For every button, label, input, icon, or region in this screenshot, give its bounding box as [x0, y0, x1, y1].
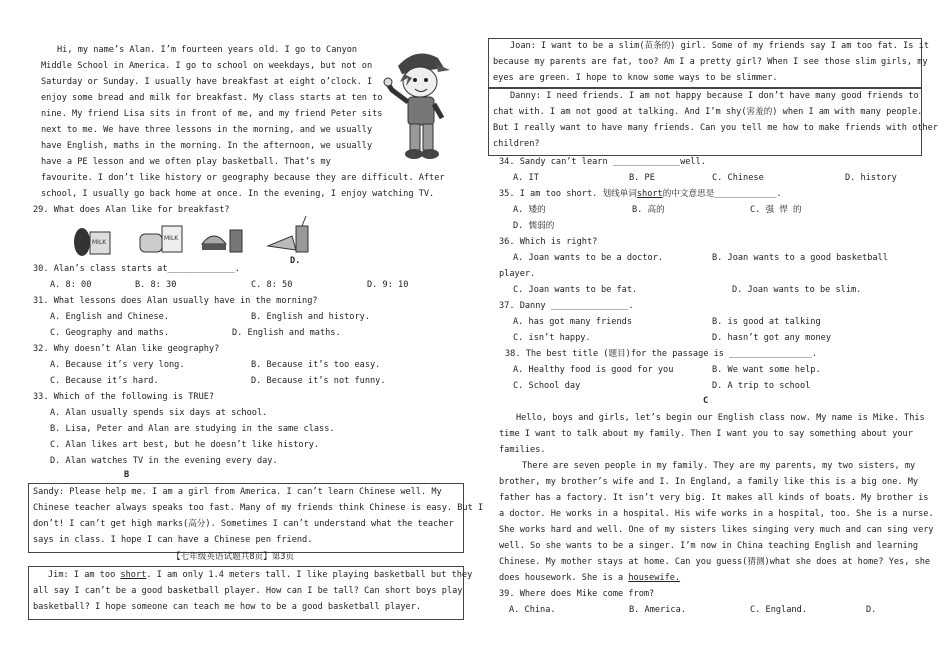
passage-c-line: well. So she wants to be a singer. I’m now in China teaching English and learning [499, 541, 919, 551]
q34-option-c: C. Chinese [712, 173, 764, 183]
q36-option-d: D. Joan wants to be slim. [732, 285, 862, 295]
q30-option-a: A. 8: 00 [50, 280, 92, 290]
passage-c-line: There are seven people in my family. They are my parents, my two sisters, my [522, 461, 916, 471]
option-c-picture [202, 230, 242, 252]
question-36: 36. Which is right? [499, 237, 598, 247]
passage-c-line: Chinese. My mother stays at home. Can you guess(猜测)what she does at home? Yes, she [499, 557, 931, 567]
q38-option-b: B. We want some help. [712, 365, 821, 375]
question-38: 38. The best title (题目)for the passage is ________________. [505, 349, 818, 359]
q36-option-a: A. Joan wants to be a doctor. [513, 253, 664, 263]
q35-option-b: B. 高的 [632, 205, 665, 215]
q33-option-d: D. Alan watches TV in the evening every day. [50, 456, 278, 466]
q34-option-a: A. IT [513, 173, 539, 183]
passage-a-line: nine. My friend Lisa sits in front of me, and my friend Peter sits [41, 109, 383, 119]
passage-a-line: Middle School in America. I go to school on weekdays, but not on [41, 61, 373, 71]
passage-c-line: She works hard and well. One of my sisters likes singing very much and can sing very [499, 525, 934, 535]
q33-option-a: A. Alan usually spends six days at school. [50, 408, 268, 418]
q36-option-b-cont: player. [499, 269, 536, 279]
section-b-heading: B [124, 470, 130, 480]
question-34: 34. Sandy can’t learn _____________well. [499, 157, 706, 167]
q36-option-c: C. Joan wants to be fat. [513, 285, 638, 295]
passage-a-line: Saturday or Sunday. I usually have breakfast at eight o’clock. I [41, 77, 373, 87]
passage-a-line: favourite. I don’t like history or geography because they are difficult. After [41, 173, 445, 183]
jim-line: basketball? I hope someone can teach me how to be a good basketball player. [33, 602, 422, 612]
option-b-picture [140, 226, 182, 252]
jim-line: all say I can’t be a good basketball player. How can I be tall? Can short boys play [33, 586, 463, 596]
option-a-picture [74, 228, 110, 256]
question-33: 33. Which of the following is TRUE? [33, 392, 215, 402]
cartoon-boy-illustration [378, 44, 454, 162]
q31-option-d: D. English and maths. [232, 328, 341, 338]
q37-option-a: A. has got many friends [513, 317, 632, 327]
q37-option-d: D. hasn’t got any money [712, 333, 831, 343]
q39-option-c: C. England. [750, 605, 807, 615]
sandy-line: says in class. I hope I can have a Chinese pen friend. [33, 535, 313, 545]
option-d-label: D. [290, 256, 301, 266]
question-29: 29. What does Alan like for breakfast? [33, 205, 230, 215]
danny-line: Danny: I need friends. I am not happy because I don’t have many good friends to [510, 91, 919, 101]
jim-line: Jim: I am too short. I am only 1.4 meters tall. I like playing basketball but they [48, 570, 473, 580]
q30-option-c: C. 8: 50 [251, 280, 293, 290]
joan-line: eyes are green. I hope to know some ways to be slimmer. [493, 73, 778, 83]
q31-option-a: A. English and Chinese. [50, 312, 169, 322]
svg-text:MILK: MILK [164, 235, 179, 242]
q35-option-d: D. 懦弱的 [513, 221, 555, 231]
q37-option-b: B. is good at talking [712, 317, 821, 327]
passage-a-line: enjoy some bread and milk for breakfast. My class starts at ten to [41, 93, 383, 103]
q31-option-b: B. English and history. [251, 312, 370, 322]
q34-option-d: D. history [845, 173, 897, 183]
q34-option-b: B. PE [629, 173, 655, 183]
sandy-line: don’t! I can’t get high marks(高分). Sometimes I can’t understand what the teacher [33, 519, 454, 529]
section-c-heading: C [703, 396, 709, 406]
q35-option-c: C. 强 悍 的 [750, 205, 802, 215]
q38-option-a: A. Healthy food is good for you [513, 365, 674, 375]
q30-option-b: B. 8: 30 [135, 280, 177, 290]
q39-option-d: D. [866, 605, 877, 615]
danny-line: children? [493, 139, 540, 149]
q38-option-d: D. A trip to school [712, 381, 811, 391]
q33-option-c: C. Alan likes art best, but he doesn’t like history. [50, 440, 320, 450]
q32-option-c: C. Because it’s hard. [50, 376, 159, 386]
question-32: 32. Why doesn’t Alan like geography? [33, 344, 220, 354]
question-31: 31. What lessons does Alan usually have in the morning? [33, 296, 318, 306]
joan-line: because my parents are fat, too? Am I a pretty girl? When I see those slim girls, my [493, 57, 928, 67]
sandy-line: Chinese teacher always speaks too fast. Many of my friends think Chinese is easy. But I [33, 503, 484, 513]
option-d-picture [268, 216, 308, 252]
q39-option-b: B. America. [629, 605, 686, 615]
joan-line: Joan: I want to be a slim(苗条的) girl. Some of my friends say I am too fat. Is it [510, 41, 929, 51]
q32-option-a: A. Because it’s very long. [50, 360, 185, 370]
passage-a-line: have a PE lesson and we often play basketball. That’s my [41, 157, 331, 167]
passage-a-line: school, I usually go back home at once. In the evening, I enjoy watching TV. [41, 189, 435, 199]
q36-option-b: B. Joan wants to a good basketball [712, 253, 888, 263]
q38-option-c: C. School day [513, 381, 581, 391]
q30-option-d: D. 9: 10 [367, 280, 409, 290]
passage-c-line: time I want to talk about my family. Then I want you to say something about your [499, 429, 913, 439]
breakfast-pictures [70, 212, 330, 260]
sandy-line: Sandy: Please help me. I am a girl from America. I can’t learn Chinese well. My [33, 487, 442, 497]
page-footer: 【七年级英语试题共8页】第3页 [172, 552, 295, 562]
q33-option-b: B. Lisa, Peter and Alan are studying in the same class. [50, 424, 335, 434]
danny-line: But I really want to have many friends. Can you tell me how to make friends with other [493, 123, 938, 133]
passage-c-line: a doctor. He works in a hospital. His wife works in a hospital, too. She is a nurse. [499, 509, 934, 519]
q39-option-a: A. China. [509, 605, 556, 615]
question-39: 39. Where does Mike come from? [499, 589, 655, 599]
passage-c-line: brother, my brother’s wife and I. In England, a family like this is a big one. My [499, 477, 919, 487]
passage-c-line: does housework. She is a housewife. [499, 573, 681, 583]
q32-option-b: B. Because it’s too easy. [251, 360, 381, 370]
passage-c-line: father has a factory. It isn’t very big. It makes all kinds of boats. My brother is [499, 493, 929, 503]
q35-option-a: A. 矮的 [513, 205, 546, 215]
passage-a-line: next to me. We have three lessons in the morning, and we usually [41, 125, 373, 135]
q32-option-d: D. Because it’s not funny. [251, 376, 386, 386]
question-37: 37. Danny _______________. [499, 301, 634, 311]
danny-line: chat with. I am not good at talking. And I’m shy(害羞的) when I am with many people. [493, 107, 923, 117]
question-30: 30. Alan’s class starts at_____________. [33, 264, 240, 274]
passage-a-line: have English, maths in the morning. In the afternoon, we usually [41, 141, 373, 151]
svg-text:MILK: MILK [92, 239, 107, 246]
question-35: 35. I am too short. 划线单词short的中文意思是____________. [499, 189, 782, 199]
passage-a-line: Hi, my name’s Alan. I’m fourteen years old. I go to Canyon [57, 45, 358, 55]
passage-c-line: Hello, boys and girls, let’s begin our English class now. My name is Mike. This [516, 413, 925, 423]
passage-c-line: families. [499, 445, 546, 455]
q31-option-c: C. Geography and maths. [50, 328, 169, 338]
q37-option-c: C. isn’t happy. [513, 333, 591, 343]
